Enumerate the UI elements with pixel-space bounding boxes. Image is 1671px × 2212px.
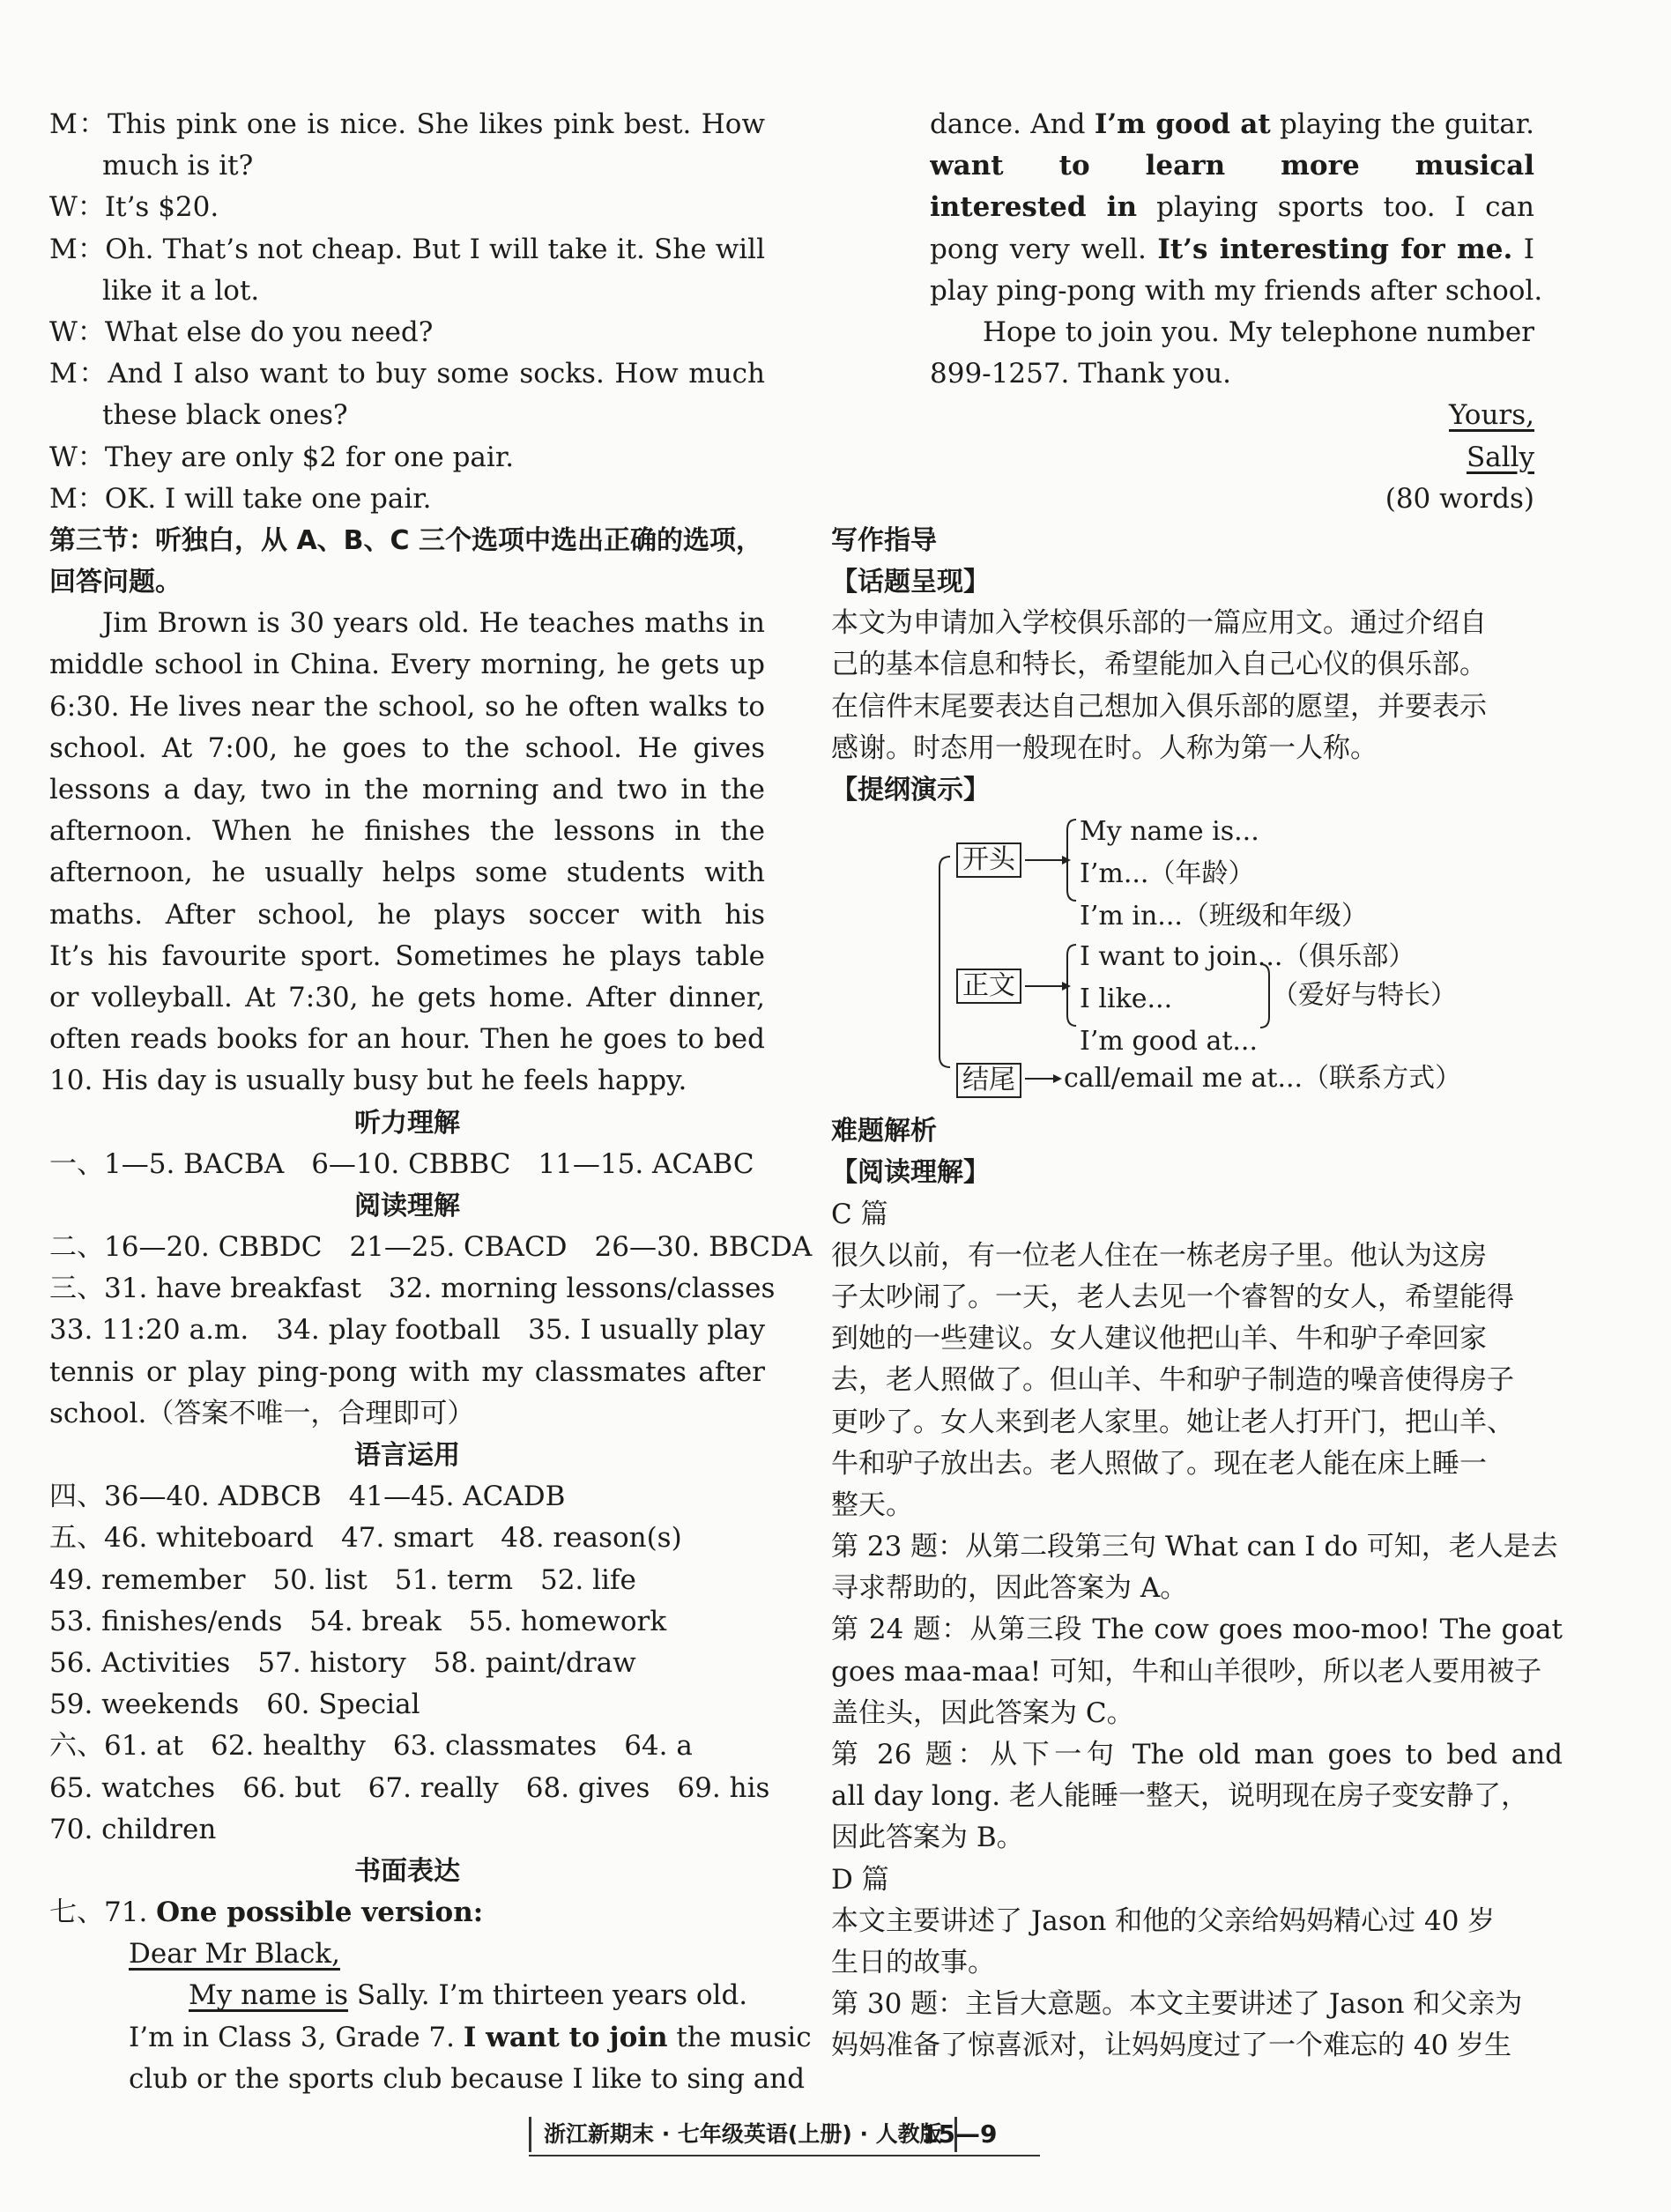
- heading-listening: 听力理解: [354, 1107, 460, 1139]
- language-answers-line: 56. Activities 57. history 58. paint/draw: [49, 1646, 636, 1679]
- outline-item: I’m...（年龄）: [1080, 858, 1255, 890]
- topic-text-line: 己的基本信息和特长，希望能加入自己心仪的俱乐部。: [831, 649, 1487, 681]
- dialogue-line: M：This pink one is nice. She likes pink best. How: [49, 108, 765, 140]
- footer-divider: [529, 2155, 1040, 2156]
- language-answers-line: 70. children: [49, 1813, 217, 1845]
- reading-answers-line: 二、16—20. CBBDC 21—25. CBACD 26—30. BBCDA: [49, 1231, 813, 1264]
- dialogue-line: W：It’s $20.: [49, 191, 219, 224]
- outline-box-opening: 开头: [956, 842, 1021, 878]
- letter-signature: Sally: [1466, 441, 1534, 473]
- topic-text-line: 在信件末尾要表达自己想加入俱乐部的愿望，并要表示: [831, 690, 1487, 723]
- heading-outline: 【提纲演示】: [831, 775, 990, 805]
- language-answers-line: 五、46. whiteboard 47. smart 48. reason(s): [49, 1522, 682, 1555]
- q26-line: 因此答案为 B。: [831, 1822, 1024, 1854]
- heading-writing: 书面表达: [354, 1855, 460, 1887]
- monologue-line: lessons a day, two in the morning and two in the: [49, 774, 765, 805]
- passage-d-label: D 篇: [831, 1863, 889, 1896]
- language-answers-line: 49. remember 50. list 51. term 52. life: [49, 1563, 636, 1596]
- section3-title-cont: 回答问题。: [49, 567, 182, 598]
- heading-writing-guide: 写作指导: [831, 524, 937, 556]
- letter-line: I’m in Class 3, Grade 7. I want to join the music: [129, 2021, 812, 2053]
- heading-reading-analysis: 【阅读理解】: [831, 1157, 990, 1189]
- letter-line: Hope to join you. My telephone number: [983, 315, 1534, 348]
- section3-title: 第三节：听独白，从 A、B、C 三个选项中选出正确的选项，: [49, 524, 762, 556]
- heading-topic: 【话题呈现】: [831, 567, 990, 598]
- heading-analysis: 难题解析: [831, 1116, 937, 1147]
- language-answers-line: 六、61. at 62. healthy 63. classmates 64. a: [49, 1730, 693, 1763]
- q24-line: goes maa-maa! 可知，牛和山羊很吵，所以老人要用被子: [831, 1655, 1542, 1688]
- language-answers-line: 65. watches 66. but 67. really 68. gives 69. his: [49, 1771, 770, 1804]
- monologue-line: or volleyball. At 7:30, he gets home. After dinner,: [49, 981, 765, 1013]
- reading-answers-line: 33. 11:20 a.m. 34. play football 35. I usually play: [49, 1314, 765, 1347]
- dialogue-line: M：And I also want to buy some socks. How much: [49, 358, 765, 390]
- monologue-line: often reads books for an hour. Then he goes to bed: [49, 1023, 765, 1056]
- heading-language: 语言运用: [354, 1440, 460, 1471]
- reading-answers-line: 三、31. have breakfast 32. morning lessons/classes: [49, 1273, 776, 1305]
- letter-closing: Yours,: [1449, 399, 1534, 432]
- outline-note: （爱好与特长）: [1272, 980, 1457, 1012]
- q26-line: 第 26 题：从下一句 The old man goes to bed and: [831, 1739, 1563, 1770]
- letter-line: play ping-pong with my friends after school.: [930, 274, 1543, 307]
- letter-line: dance. And I’m good at playing the guitar.: [930, 108, 1534, 140]
- passage-c-line: 牛和驴子放出去。老人照做了。现在老人能在床上睡一: [831, 1447, 1487, 1480]
- dialogue-line: M：OK. I will take one pair.: [49, 482, 432, 515]
- passage-c-line: 去，老人照做了。但山羊、牛和驴子制造的噪音使得房子: [831, 1364, 1514, 1397]
- monologue-line: school. At 7:00, he goes to the school. He gives: [49, 731, 765, 764]
- outline-box-ending: 结尾: [956, 1063, 1021, 1098]
- word-count: (80 words): [1385, 482, 1534, 515]
- q24-line: 盖住头，因此答案为 C。: [831, 1696, 1134, 1729]
- outline-item: I’m good at...: [1080, 1026, 1258, 1058]
- monologue-text: [49, 603, 765, 1102]
- q24-line: 第 24 题：从第三段 The cow goes moo-moo! The goat: [831, 1614, 1563, 1646]
- passage-c-label: C 篇: [831, 1198, 888, 1230]
- dialogue-line-cont: like it a lot.: [102, 274, 260, 307]
- letter-line: club or the sports club because I like to sing and: [129, 2062, 806, 2095]
- topic-text-line: 感谢。时态用一般现在时。人称为第一人称。: [831, 731, 1378, 764]
- q23-line: 第 23 题：从第二段第三句 What can I do 可知，老人是去: [831, 1531, 1558, 1563]
- page-footer: [529, 2117, 1058, 2159]
- right-column: [831, 104, 1563, 2067]
- q30-line: 第 30 题：主旨大意题。本文主要讲述了 Jason 和父亲为: [831, 1988, 1523, 2021]
- listening-answers: 一、1—5. BACBA 6—10. CBBBC 11—15. ACABC: [49, 1147, 754, 1180]
- page-number: 15—9: [921, 2119, 998, 2149]
- outline-box-body: 正文: [956, 969, 1021, 1004]
- monologue-line: Jim Brown is 30 years old. He teaches maths in: [102, 607, 765, 640]
- letter-salutation: Dear Mr Black,: [129, 1938, 340, 1971]
- dialogue-section: [49, 104, 765, 520]
- letter-line: want to learn more musical: [930, 150, 1534, 182]
- reading-answers-line: tennis or play ping-pong with my classmates after: [49, 1355, 765, 1388]
- monologue-line: maths. After school, he plays soccer with his: [49, 898, 765, 931]
- monologue-line: afternoon. When he finishes the lessons in the: [49, 815, 765, 848]
- language-answers-line: 四、36—40. ADBCB 41—45. ACADB: [49, 1481, 566, 1513]
- letter-line: My name is Sally. I’m thirteen years old.: [189, 1979, 748, 2012]
- dialogue-line-cont: these black ones?: [102, 399, 348, 432]
- dialogue-line: W：What else do you need?: [49, 315, 434, 348]
- outline-item: call/email me at...（联系方式）: [1064, 1063, 1462, 1095]
- letter-line: interested in playing sports too. I can: [930, 191, 1534, 224]
- heading-reading: 阅读理解: [354, 1190, 460, 1221]
- passage-c-line: 子太吵闹了。一天，老人去见一个睿智的女人，希望能得: [831, 1280, 1514, 1313]
- passage-c-line: 整天。: [831, 1488, 913, 1521]
- q71-heading: 七、71. One possible version:: [49, 1897, 484, 1929]
- dialogue-line-cont: much is it?: [102, 150, 254, 182]
- passage-c-line: 很久以前，有一位老人住在一栋老房子里。他认为这房: [831, 1239, 1487, 1272]
- outline-item: My name is...: [1080, 816, 1259, 848]
- passage-d-line: 本文主要讲述了 Jason 和他的父亲给妈妈精心过 40 岁: [831, 1904, 1496, 1937]
- language-answers-line: 53. finishes/ends 54. break 55. homework: [49, 1605, 667, 1637]
- language-answers-line: 59. weekends 60. Special: [49, 1689, 420, 1721]
- passage-c-line: 到她的一些建议。女人建议他把山羊、牛和驴子牵回家: [831, 1323, 1487, 1355]
- monologue-line: afternoon, he usually helps some students with: [49, 857, 765, 889]
- footer-title: 浙江新期末 · 七年级英语(上册) · 人教版: [529, 2117, 957, 2152]
- letter-line: 899-1257. Thank you.: [930, 358, 1231, 390]
- left-column: [49, 104, 813, 2100]
- monologue-line: 6:30. He lives near the school, so he often walks to: [49, 690, 765, 723]
- outline-diagram: [831, 814, 1563, 1105]
- letter-line: pong very well. It’s interesting for me. I: [930, 233, 1534, 265]
- monologue-line: middle school in China. Every morning, he gets up: [49, 649, 765, 681]
- letter-continued: [831, 104, 1563, 520]
- passage-d-line: 生日的故事。: [831, 1946, 995, 1978]
- q26-line: all day long. 老人能睡一整天，说明现在房子变安静了，: [831, 1780, 1528, 1813]
- q30-line: 妈妈准备了惊喜派对，让妈妈度过了一个难忘的 40 岁生: [831, 2030, 1512, 2062]
- topic-text-line: 本文为申请加入学校俱乐部的一篇应用文。通过介绍自: [831, 607, 1487, 640]
- outline-item: I want to join...（俱乐部）: [1080, 941, 1415, 973]
- passage-c-line: 更吵了。女人来到老人家里。她让老人打开门，把山羊、: [831, 1406, 1514, 1438]
- monologue-line: 10. His day is usually busy but he feels happy.: [49, 1065, 687, 1097]
- reading-answers-line: school.（答案不唯一，合理即可）: [49, 1397, 475, 1429]
- dialogue-line: M：Oh. That’s not cheap. But I will take it. She will: [49, 233, 765, 265]
- monologue-line: It’s his favourite sport. Sometimes he plays table: [49, 939, 765, 972]
- q23-line: 寻求帮助的，因此答案为 A。: [831, 1572, 1188, 1605]
- outline-item: I like...: [1080, 984, 1173, 1015]
- dialogue-line: W：They are only $2 for one pair.: [49, 441, 515, 473]
- outline-item: I’m in...（班级和年级）: [1080, 901, 1368, 932]
